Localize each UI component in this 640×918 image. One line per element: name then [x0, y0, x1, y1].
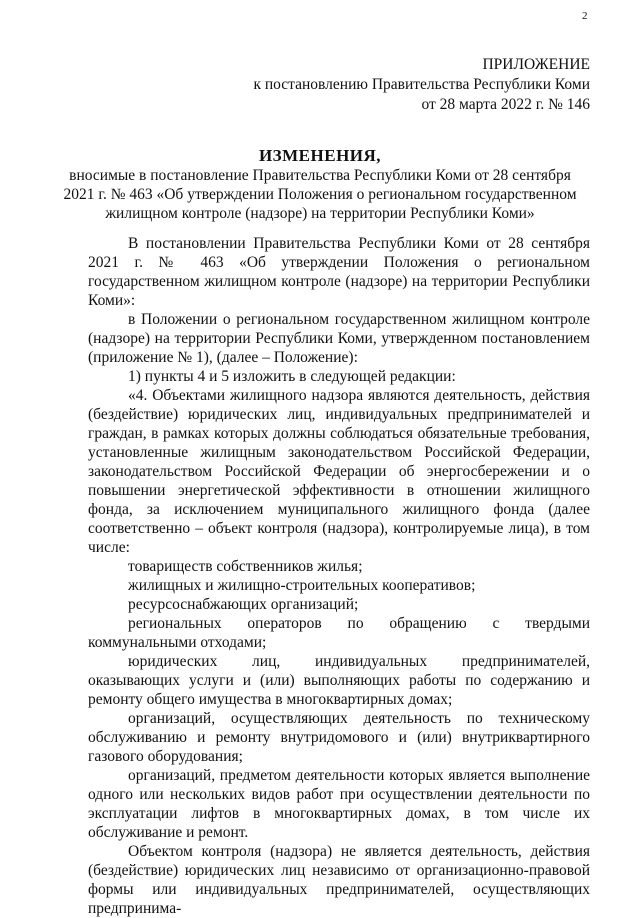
document-subtitle — [0, 166, 640, 223]
appendix-block — [253, 55, 590, 115]
subtitle-line: 2021 г. № 463 «Об утверждении Положения о региональном государственном — [63, 186, 577, 203]
subtitle-line: жилищном контроле (надзоре) на территории Республики Коми» — [105, 205, 535, 222]
list-item: региональных операторов по обращению с твердыми коммунальными отходами; — [88, 615, 590, 651]
paragraph: в Положении о региональном государственном жилищном контроле (надзоре) на территории Республики Коми, утвержденном постановлением (приложение № 1), (далее – Положение): — [88, 311, 590, 366]
list-item: товариществ собственников жилья; — [128, 558, 363, 575]
page-number: 2 — [582, 10, 588, 22]
document-body — [88, 234, 590, 918]
paragraph: 1) пункты 4 и 5 изложить в следующей редакции: — [128, 368, 456, 385]
subtitle-line: вносимые в постановление Правительства Республики Коми от 28 сентября — [69, 167, 571, 184]
paragraph: В постановлении Правительства Республики Коми от 28 сентября 2021 г. № 463 «Об утверждении Положения о региональном государственном жилищном контроле (надзоре) на территории Республики Коми»: — [88, 235, 590, 309]
paragraph: Объектом контроля (надзора) не является деятельность, действия (бездействие) юридических лиц независимо от организационно-правовой формы или индивидуальных предпринимателей, осуществляющих предпринима- — [88, 843, 590, 917]
paragraph: «4. Объектами жилищного надзора являются деятельность, действия (бездействие) юридических лиц, индивидуальных предпринимателей и граждан, в рамках которых должны соблюдаться обязательные требования, установленные жилищным законодательством Российской Федерации, законодательством Российской Федерации об энергосбережении и о повышении энергетической эффективности в отношении жилищного фонда, за исключением муниципального жилищного фонда (далее соответственно – объект контроля (надзора), контролируемые лица), в том числе: — [88, 387, 590, 556]
list-item: организаций, осуществляющих деятельность по техническому обслуживанию и ремонту внутридомового и (или) внутриквартирного газового оборудования; — [88, 710, 590, 765]
document-title: ИЗМЕНЕНИЯ, — [258, 146, 382, 165]
appendix-label: ПРИЛОЖЕНИЕ — [482, 56, 590, 73]
list-item: жилищных и жилищно-строительных кооперативов; — [128, 577, 476, 594]
appendix-date: от 28 марта 2022 г. № 146 — [421, 96, 590, 113]
list-item: ресурсоснабжающих организаций; — [128, 596, 359, 613]
list-item: организаций, предметом деятельности которых является выполнение одного или нескольких видов работ при осуществлении деятельности по эксплуатации лифтов в многоквартирных домах, в том числе их обслуживание и ремонт. — [88, 767, 590, 841]
list-item: юридических лиц, индивидуальных предпринимателей, оказывающих услуги и (или) выполняющих работы по содержанию и ремонту общего имущества в многоквартирных домах; — [88, 653, 590, 708]
appendix-reference: к постановлению Правительства Республики Коми — [253, 76, 590, 93]
